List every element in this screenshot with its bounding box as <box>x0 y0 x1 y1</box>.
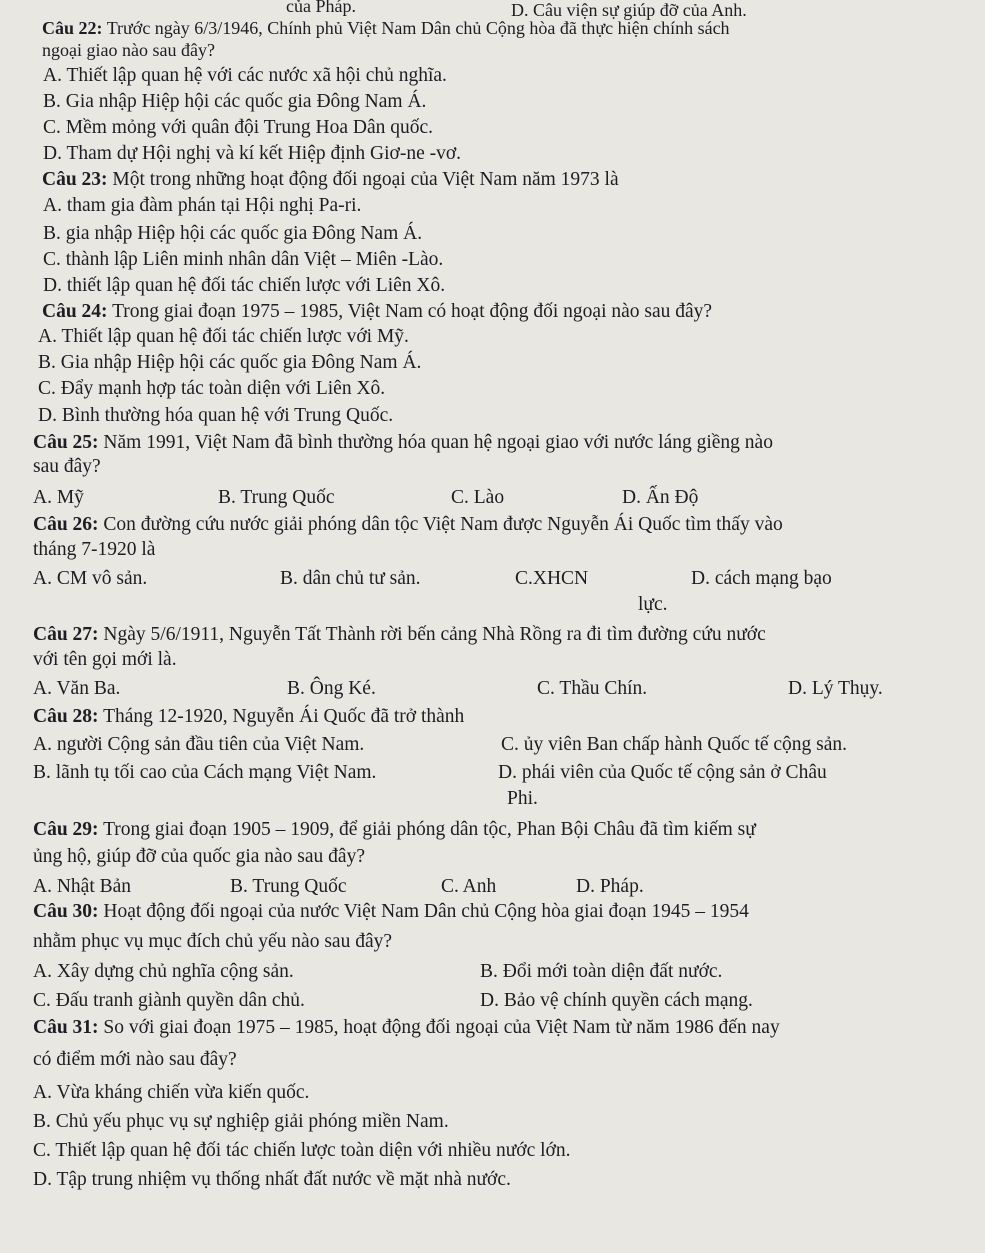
question-23-line-1: Câu 23: Một trong những hoạt động đối ngoại của Việt Nam năm 1973 là <box>42 169 619 190</box>
question-27-option-c: C. Thầu Chín. <box>537 678 648 699</box>
question-25-line-1: Câu 25: Năm 1991, Việt Nam đã bình thường hóa quan hệ ngoại giao với nước láng giềng nào <box>33 432 773 453</box>
question-25-option-c: C. Lào <box>451 487 505 508</box>
question-26-line-1: Câu 26: Con đường cứu nước giải phóng dân tộc Việt Nam được Nguyễn Ái Quốc tìm thấy vào <box>33 514 783 535</box>
question-29-option-c: C. Anh <box>441 876 497 897</box>
question-31-line-2: có điểm mới nào sau đây? <box>33 1049 237 1070</box>
top-fragment-left: của Pháp. <box>286 0 356 16</box>
question-30-option-c: C. Đấu tranh giành quyền dân chủ. <box>33 990 305 1011</box>
question-29-option-a: A. Nhật Bản <box>33 876 132 897</box>
question-31-line-1: Câu 31: So với giai đoạn 1975 – 1985, hoạt động đối ngoại của Việt Nam từ năm 1986 đến nay <box>33 1017 780 1038</box>
question-27-option-a: A. Văn Ba. <box>33 678 121 699</box>
question-29-line-2: ủng hộ, giúp đỡ của quốc gia nào sau đây? <box>33 846 365 867</box>
question-25-line-2: sau đây? <box>33 456 101 477</box>
question-28-option-d-cont: Phi. <box>507 788 538 809</box>
question-27-line-1: Câu 27: Ngày 5/6/1911, Nguyễn Tất Thành rời bến cảng Nhà Rồng ra đi tìm đường cứu nước <box>33 624 766 645</box>
question-30-option-d: D. Bảo vệ chính quyền cách mạng. <box>480 990 753 1011</box>
question-29-option-b: B. Trung Quốc <box>230 876 347 897</box>
question-26-option-d-cont: lực. <box>638 594 668 615</box>
question-28-option-b: B. lãnh tụ tối cao của Cách mạng Việt Nam. <box>33 762 377 783</box>
question-29-line-1: Câu 29: Trong giai đoạn 1905 – 1909, để giải phóng dân tộc, Phan Bội Châu đã tìm kiếm sự <box>33 819 756 840</box>
question-22-option-a: A. Thiết lập quan hệ với các nước xã hội chủ nghĩa. <box>43 65 447 86</box>
question-31-option-d: D. Tập trung nhiệm vụ thống nhất đất nước về mặt nhà nước. <box>33 1169 511 1190</box>
question-27-line-2: với tên gọi mới là. <box>33 649 177 670</box>
question-29-option-d: D. Pháp. <box>576 876 644 897</box>
question-22-line-2: ngoại giao nào sau đây? <box>42 40 215 60</box>
question-26-option-d: D. cách mạng bạo <box>691 568 832 589</box>
question-24-option-a: A. Thiết lập quan hệ đối tác chiến lược với Mỹ. <box>38 326 409 347</box>
question-22-line-1: Câu 22: Trước ngày 6/3/1946, Chính phủ Việt Nam Dân chủ Cộng hòa đã thực hiện chính sách <box>42 18 730 38</box>
top-fragment-right: D. Câu viện sự giúp đỡ của Anh. <box>511 0 747 20</box>
question-25-option-a: A. Mỹ <box>33 487 84 508</box>
question-22-option-c: C. Mềm mỏng với quân đội Trung Hoa Dân quốc. <box>43 117 434 138</box>
question-25-option-b: B. Trung Quốc <box>218 487 335 508</box>
question-31-option-b: B. Chủ yếu phục vụ sự nghiệp giải phóng miền Nam. <box>33 1111 449 1132</box>
question-28-option-a: A. người Cộng sản đầu tiên của Việt Nam. <box>33 734 365 755</box>
question-22-option-b: B. Gia nhập Hiệp hội các quốc gia Đông Nam Á. <box>43 91 427 112</box>
question-24-line-1: Câu 24: Trong giai đoạn 1975 – 1985, Việt Nam có hoạt động đối ngoại nào sau đây? <box>42 301 713 322</box>
question-23-option-c: C. thành lập Liên minh nhân dân Việt – Miên -Lào. <box>43 249 444 270</box>
question-23-option-d: D. thiết lập quan hệ đối tác chiến lược với Liên Xô. <box>43 275 446 296</box>
question-30-option-a: A. Xây dựng chủ nghĩa cộng sản. <box>33 961 294 982</box>
question-28-line-1: Câu 28: Tháng 12-1920, Nguyễn Ái Quốc đã trở thành <box>33 706 465 727</box>
question-26-line-2: tháng 7-1920 là <box>33 539 156 560</box>
question-22-option-d: D. Tham dự Hội nghị và kí kết Hiệp định Giơ-ne -vơ. <box>43 143 462 164</box>
question-26-option-c: C.XHCN <box>515 568 589 589</box>
question-23-option-a: A. tham gia đàm phán tại Hội nghị Pa-ri. <box>43 195 362 216</box>
question-30-line-1: Câu 30: Hoạt động đối ngoại của nước Việt Nam Dân chủ Cộng hòa giai đoạn 1945 – 1954 <box>33 901 749 922</box>
question-30-line-2: nhằm phục vụ mục đích chủ yếu nào sau đây? <box>33 931 393 952</box>
question-27-option-d: D. Lý Thụy. <box>788 678 883 699</box>
question-23-option-b: B. gia nhập Hiệp hội các quốc gia Đông Nam Á. <box>43 223 423 244</box>
question-24-option-b: B. Gia nhập Hiệp hội các quốc gia Đông Nam Á. <box>38 352 422 373</box>
question-26-option-b: B. dân chủ tư sản. <box>280 568 421 589</box>
question-28-option-d: D. phái viên của Quốc tế cộng sản ở Châu <box>498 762 827 783</box>
question-31-option-c: C. Thiết lập quan hệ đối tác chiến lược toàn diện với nhiều nước lớn. <box>33 1140 571 1161</box>
question-27-option-b: B. Ông Ké. <box>287 678 376 699</box>
question-24-option-c: C. Đẩy mạnh hợp tác toàn diện với Liên Xô. <box>38 378 386 399</box>
question-26-option-a: A. CM vô sản. <box>33 568 148 589</box>
question-30-option-b: B. Đổi mới toàn diện đất nước. <box>480 961 723 982</box>
question-28-option-c: C. ủy viên Ban chấp hành Quốc tế cộng sản. <box>501 734 848 755</box>
question-25-option-d: D. Ấn Độ <box>622 487 699 508</box>
question-31-option-a: A. Vừa kháng chiến vừa kiến quốc. <box>33 1082 310 1103</box>
question-24-option-d: D. Bình thường hóa quan hệ với Trung Quốc. <box>38 405 394 426</box>
